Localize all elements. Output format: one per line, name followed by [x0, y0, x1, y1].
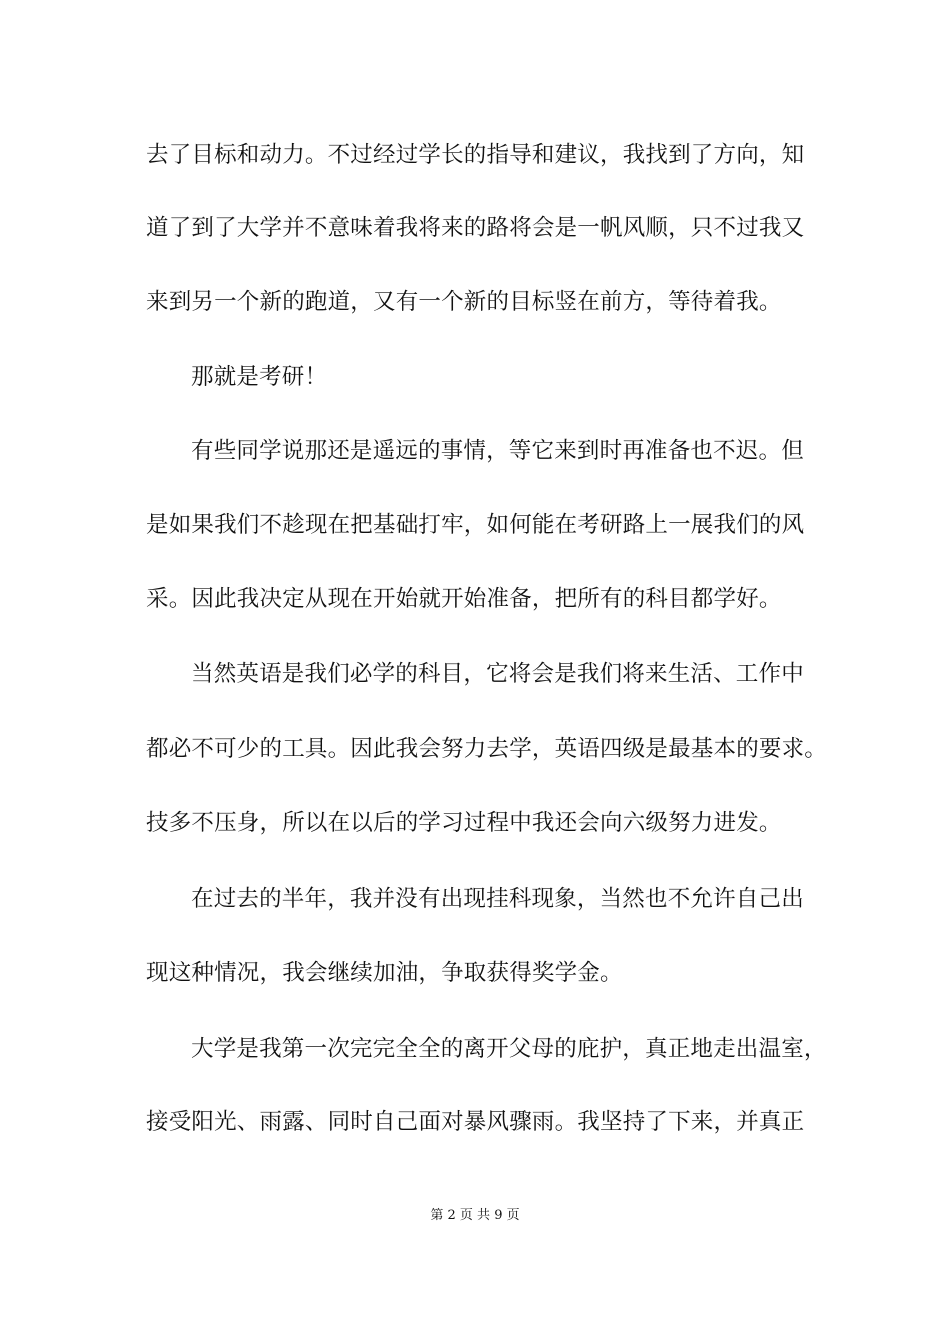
page-number: 第 2 页 共 9 页: [430, 1208, 520, 1223]
text-line: 接受阳光、雨露、同时自己面对暴风骤雨。我坚持了下来，并真正: [146, 1109, 805, 1135]
text-line: 去了目标和动力。不过经过学长的指导和建议，我找到了方向，知: [146, 142, 805, 168]
paragraph-start-line: 有些同学说那还是遥远的事情，等它来到时再准备也不迟。但: [191, 438, 804, 464]
page-footer: [0, 1207, 950, 1225]
text-line: 都必不可少的工具。因此我会努力去学，英语四级是最基本的要求。: [146, 736, 828, 762]
paragraph-start-line: 当然英语是我们必学的科目，它将会是我们将来生活、工作中: [191, 661, 804, 687]
text-line: 现这种情况，我会继续加油，争取获得奖学金。: [146, 960, 623, 986]
text-line: 来到另一个新的跑道，又有一个新的目标竖在前方，等待着我。: [146, 289, 782, 315]
paragraph-start-line: 在过去的半年，我并没有出现挂科现象，当然也不允许自己出: [191, 886, 804, 912]
paragraph-start-line: 大学是我第一次完完全全的离开父母的庇护，真正地走出温室，: [191, 1036, 827, 1062]
text-line: 是如果我们不趁现在把基础打牢，如何能在考研路上一展我们的风: [146, 512, 805, 538]
paragraph-start-line: 那就是考研！: [191, 364, 328, 390]
text-line: 道了到了大学并不意味着我将来的路将会是一帆风顺，只不过我又: [146, 215, 805, 241]
text-line: 采。因此我决定从现在开始就开始准备，把所有的科目都学好。: [146, 586, 782, 612]
text-line: 技多不压身，所以在以后的学习过程中我还会向六级努力进发。: [146, 810, 782, 836]
